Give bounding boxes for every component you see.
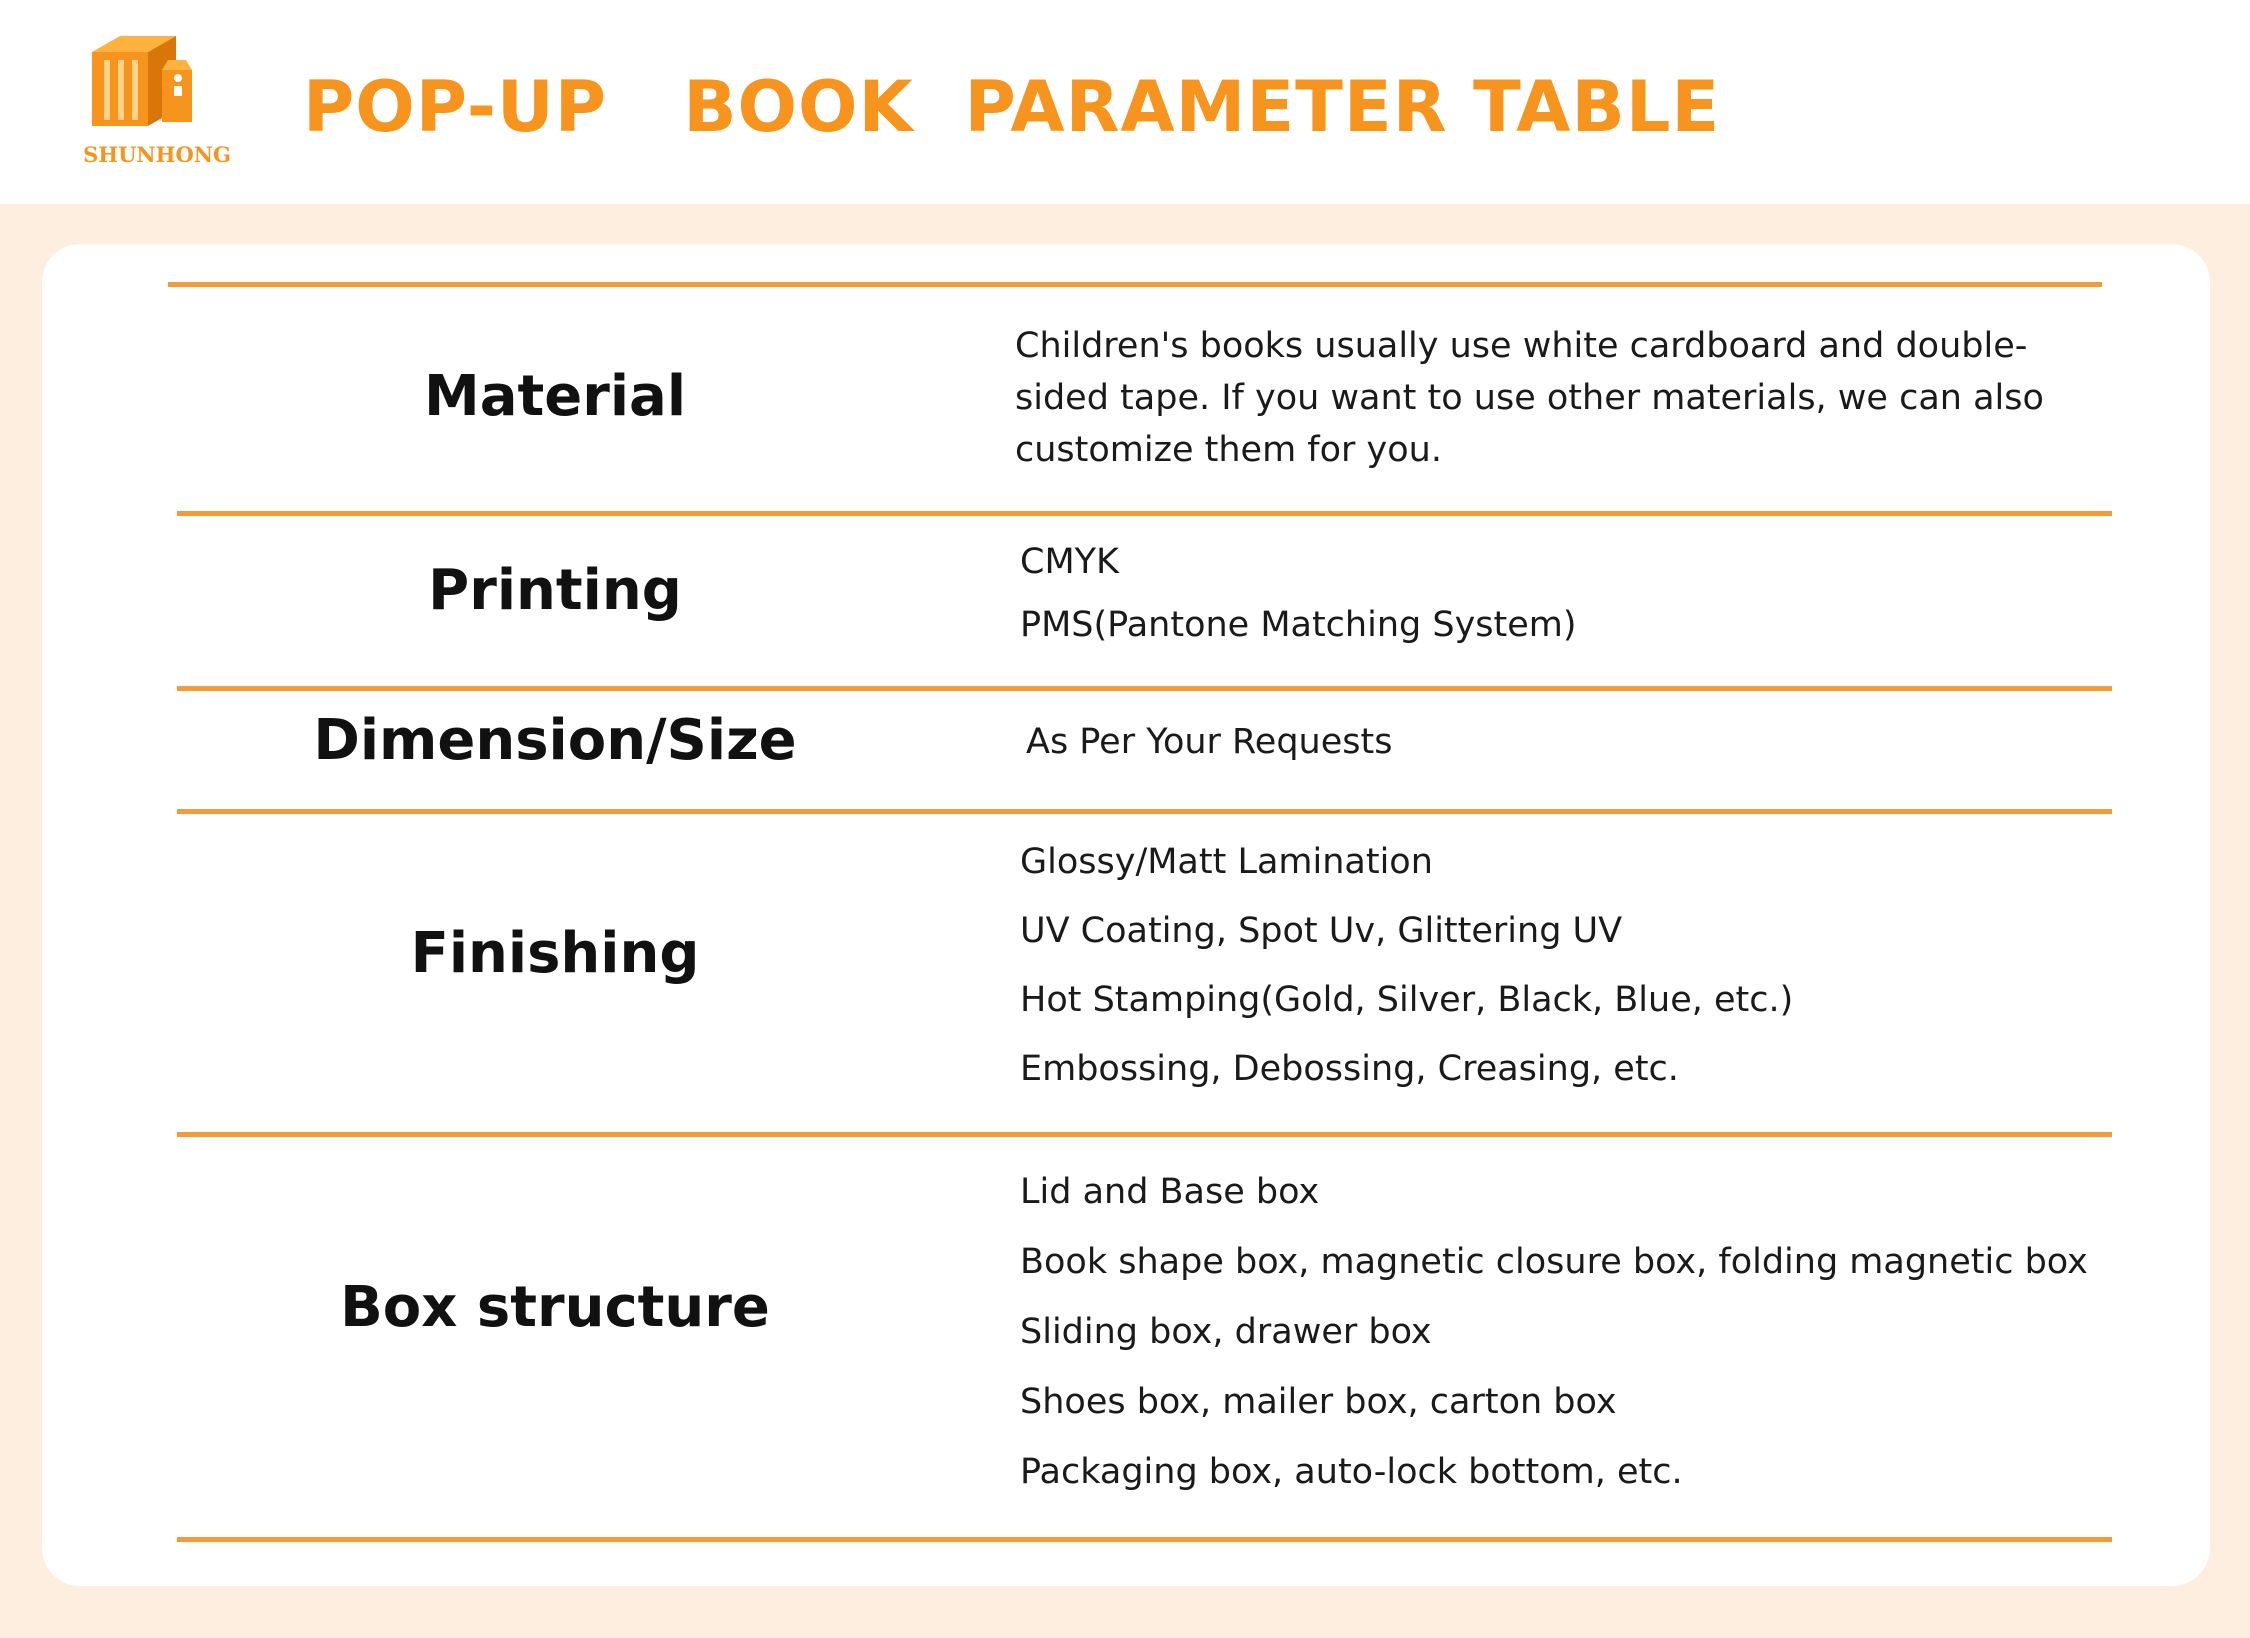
- value-line: UV Coating, Spot Uv, Glittering UV: [1020, 911, 1623, 951]
- row-label-printing: Printing: [428, 558, 682, 623]
- row-value-box-structure: [1020, 1172, 2120, 1492]
- page-title: POP-UP BOOK PARAMETER TABLE: [303, 66, 1721, 148]
- table-rule: [177, 686, 2112, 691]
- row-label-box-structure: Box structure: [340, 1275, 770, 1340]
- shunhong-logo: [82, 30, 232, 180]
- value-line: Children's books usually use white cardboard and double-sided tape. If you want to use other materials, we can also customize them for you.: [1015, 326, 2044, 470]
- row-value-material: [1015, 320, 2115, 476]
- table-rule-top: [168, 282, 2102, 287]
- value-line: Embossing, Debossing, Creasing, etc.: [1020, 1049, 1679, 1089]
- row-label-material: Material: [423, 364, 687, 429]
- value-line: Lid and Base box: [1020, 1172, 1320, 1212]
- table-rule-bottom: [177, 1537, 2112, 1542]
- header: [0, 0, 2250, 204]
- row-value-finishing: [1020, 842, 2120, 1089]
- row-value-dimension-size: [1026, 722, 2126, 762]
- row-value-printing: [1020, 542, 2120, 645]
- value-line: Glossy/Matt Lamination: [1020, 842, 1433, 882]
- table-rule: [177, 511, 2112, 516]
- value-line: PMS(Pantone Matching System): [1020, 605, 1577, 645]
- row-label-finishing: Finishing: [410, 921, 700, 986]
- box-logo-icon: [92, 30, 214, 130]
- value-line: As Per Your Requests: [1026, 722, 1393, 762]
- value-line: CMYK: [1020, 542, 1119, 582]
- value-line: Sliding box, drawer box: [1020, 1312, 1432, 1352]
- value-line: Packaging box, auto-lock bottom, etc.: [1020, 1452, 1683, 1492]
- row-label-dimension-size: Dimension/Size: [313, 708, 797, 773]
- table-rule: [177, 1132, 2112, 1137]
- logo-text: SHUNHONG: [83, 142, 231, 167]
- value-line: Hot Stamping(Gold, Silver, Black, Blue, etc.): [1020, 980, 1794, 1020]
- value-line: Shoes box, mailer box, carton box: [1020, 1382, 1617, 1422]
- value-line: Book shape box, magnetic closure box, folding magnetic box: [1020, 1242, 2088, 1282]
- table-rule: [177, 809, 2112, 814]
